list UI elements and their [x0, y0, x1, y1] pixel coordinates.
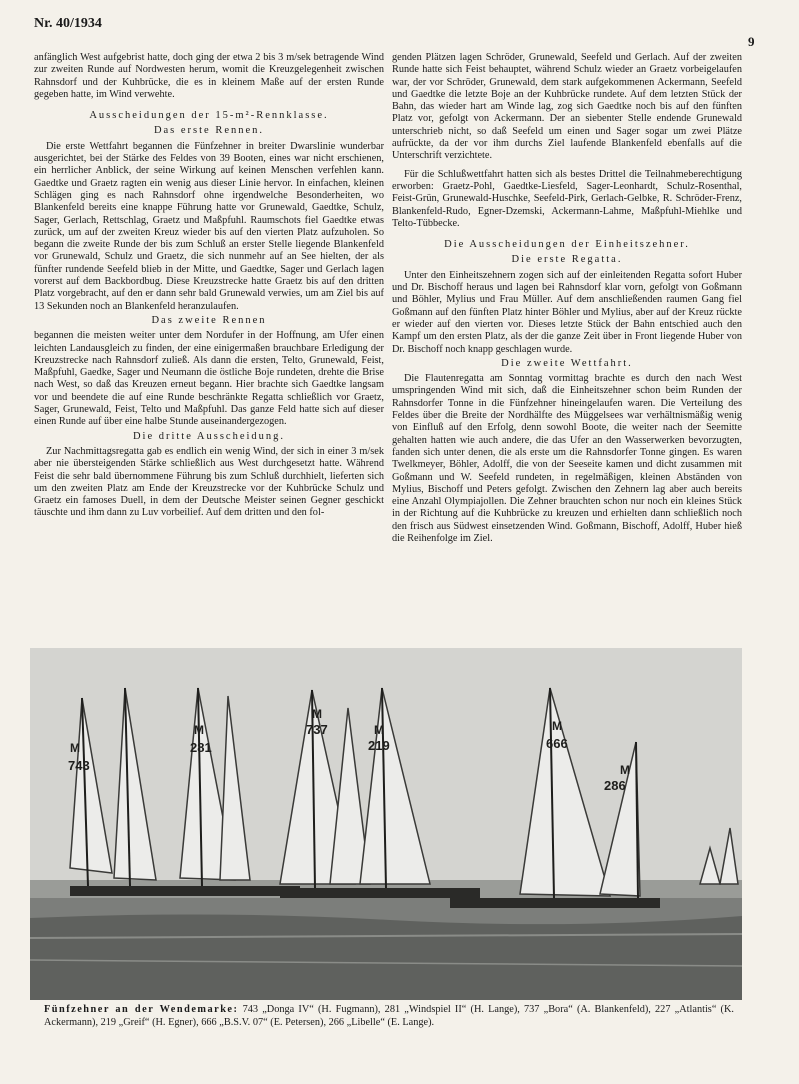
- right-column: [392, 52, 742, 545]
- caption-text: 743 „Donga IV“ (H. Fugmann), 281 „Windspiel II“ (H. Lange), 737 „Bora“ (A. Blankenfeld), 227 „Atlantis“ (K. Ackermann), 219 „Greif“ (H. Egner), 666 „B.S.V. 07“ (E. Petersen), 266 „Libelle“ (E. Lange).: [44, 1004, 734, 1028]
- section-heading-15qm: Ausscheidungen der 15-m²-Rennklasse.: [89, 110, 329, 122]
- regatta1-paragraph: Unter den Einheitszehnern zogen sich auf der einleitenden Regatta sofort Huber und Dr. Bischoff heraus und lagen bei Rahnsdorf klar vorn, gefolgt von Goßmann und Böhler, Mylius und Frau Müller. Auf dem anschließenden raumen Gang fiel Goßmann auf den fünften Platz hinter Böhler und Mylius, aber auf der Kreuz rückte er wieder auf den vierten vor. Dieses letzte Stück der Bahn entschied auch den Kampf um den ersten Platz, als der die ganze Zeit über in Front liegende Huber von Dr. Bischoff noch knapp geschlagen wurde.: [392, 269, 742, 355]
- final-qualifiers-paragraph: Für die Schlußwettfahrt hatten sich als bestes Drittel die Teilnahmeberechtigung erworben: Graetz-Pohl, Gaedtke-Liesfeld, Sager-Leonhardt, Schulz-Rosenthal, Feist-Grün, Grunewald-Huschke, Seefeld-Pirk, Gerlach-Gelbke, R. Schröder-Frenz, Blankenfeld-Rudo, Egner-Dzemski, Ackermann-Lahme, Maßpfuhl-Miehlke und Telto-Tübbecke.: [392, 168, 742, 229]
- sail-letter-666: M: [552, 719, 562, 733]
- race3-heading: Die dritte Ausscheidung.: [132, 430, 286, 442]
- intro-paragraph: anfänglich West aufgebrist hatte, doch ging der etwa 2 bis 3 m/sek betragende Wind zur zweiten Runde auf Nordwesten herum, womit die Kreuzgelegenheit zwischen Rahnsdorf und der Kuhbrücke, die es in kleinem Maße auf der ersten Runde gegeben hatte, im Wind verwehte.: [34, 52, 384, 100]
- race3-paragraph: Zur Nachmittagsregatta gab es endlich ein wenig Wind, der sich in einer 3 m/sek aber nie übersteigenden Stärke schließlich aus West durchgesetzt hatte. Während Feist die sehr bald übernommene Führung bis zum Schluß durchhielt, lieferten sich um den zweiten Platz am Ende der Kreuzstrecke vor der Kuhbrücke Schulz und Graetz ein famoses Duell, in dem der Deutsche Meister seinen Gegner geschickt täuschte und ihm dann zu Luv vorbeilief. Auf dem dritten und den fol-: [34, 445, 384, 519]
- regatta2-paragraph: Die Flautenregatta am Sonntag vormittag brachte es durch den nach West umspringenden Wind mit sich, daß die Einheitszehner schon beim Runden der Rahnsdorfer Tonne in die Fünfzehner hineingelaufen waren. Die Verteilung des Feldes über die Breite der Nordhälfte des Müggelsees war verhältnismäßig wenig von Einfluß auf den Erfolg, denn sowohl Boote, die weiter nach der Seemitte gehalten hatten wie auch andere, die das Ufer an den Wasserwerken bevorzugten, fanden sich unter denen, die als erste um die Rahnsdorfer Tonne gingen. Es waren Twelkmeyer, Böhler, Adolff, die von der Seeseite kamen und dicht zusammen mit Goßmann und W. Seefeld rundeten, in regelmäßigen, kleinen Abständen von Mylius, Bischoff und Peters gefolgt. Zwischen den Zehnern lag aber auch bereits eine Anzahl Olympiajollen. Die Zehner brauchten schon nur noch ein kleines Stück in der Richtung auf die Kuhbrücke zu kreuzen und erhielten dann schließlich noch den frisch aus Südwest einsetzenden Wind. Goßmann, Bischoff, Adolff, Huber hieß die Reihenfolge im Ziel.: [392, 373, 742, 544]
- sail-letter-743: M: [70, 741, 80, 755]
- race2-paragraph: begannen die meisten weiter unter dem Nordufer in der Hoffnung, am Ufer einen leichten Landausgleich zu finden, der eine einigermaßen brauchbare Erledigung der Kreuzstrecke nach Rahnsdorf zuließ. Als dann die ersten, Telto, Grunewald, Feist, Maßpfuhl, Gaedke, Sager und Neumann die östliche Boje rundeten, drehte die Brise nach West, so daß das Kreuzen erneut begann. Hier brachte sich Gaedtke langsam vor und beendete die auf eine Runde beschränkte Regatta schließlich vor Graetz, Sager, Grunewald, Feist, Telto und Maßpfuhl. Das ganze Feld hatte sich auf dieser einen Runde auf über eine halbe Stunde auseinandergezogen.: [34, 330, 384, 428]
- race1-paragraph: Die erste Wettfahrt begannen die Fünfzehner in breiter Dwarslinie wunderbar ausgerichtet, bei der Stärke des Feldes von 39 Booten, eines war nicht erschienen, ein herrlicher Anblick, der seine Wirkung auf keinen Menschen verfehlen kann. Gaedtke und Graetz ragten ein wenig aus dieser Linie hervor. In einfachen, kleinen Schlägen ging es nach Rahnsdorf ohne irgendwelche Besonderheiten, wo Blankenfeld bereits eine knappe Führung hatte vor Grunewald, Gaedtke, Schulz, Sager, Gerlach, Rettschlag, Graetz und Maßpfuhl. Raumschots fiel Gaedtke etwas zurück, um auf der zweiten Kreuz wieder bis auf den vierten Platz aufzuholen. So begann die zweite Runde der bis zum Schluß an erster Stelle liegende Blankenfeld vor Grunewald, Schulz und Graetz, die sich nunmehr auf an See hielten, der als fünfter rundende Seefeld blieb in der Mitte, und Gaedtke, Sager und Gerlach lagen vorerst auf dem Backbordbug. Diese Kreuzstrecke hatte Graetz bis auf den dritten Platz vorgebracht, auf den er dann sehr bald Grunewald verwies, um am Ziel bis auf 13 Sekunden noch an Blankenfeld heranzulaufen.: [34, 140, 384, 312]
- sail-letter-219: M: [374, 723, 384, 737]
- left-column: [34, 52, 384, 520]
- sail-number-737: 737: [306, 722, 328, 737]
- caption-lead: Fünfzehner an der Wendemarke:: [44, 1004, 239, 1015]
- sailboats-illustration: [30, 648, 742, 1000]
- sail-number-219: 219: [368, 738, 390, 753]
- sail-number-281: 281: [190, 740, 212, 755]
- section-heading-einheitszehner: Die Ausscheidungen der Einheitszehner.: [444, 239, 690, 251]
- sailing-photo: [30, 648, 742, 1000]
- photo-caption: [44, 1004, 734, 1029]
- sail-letter-281: M: [194, 723, 204, 737]
- issue-number: Nr. 40/1934: [34, 16, 102, 31]
- regatta2-heading: Die zweite Wettfahrt.: [501, 357, 633, 369]
- sail-number-666: 666: [546, 736, 568, 751]
- continuation-paragraph: genden Plätzen lagen Schröder, Grunewald, Seefeld und Gerlach. Auf der zweiten Runde hatte sich Feist behauptet, während Schulz wieder an Graetz vorbeigelaufen war, der vor Schröder, Grunewald, dem stark aufgekommenen Ackermann, Seefeld und Gaedtke die letzte Boje an der Kuhbrücke rundete. Auf dem letzten Stück der Bahn, das wieder hart am Winde lag, zog sich Gaedtke noch bis auf den fünften Platz vor, gefolgt von Ackermann. Der an siebenter Stelle endende Grunewald unterschrieb nicht, so daß Seefeld um einen und Sager sogar um zwei Plätze aufrückte, da der vor ihm durchs Ziel laufende Blankenfeld ebenfalls auf die Unterschrift verzichtete.: [392, 52, 742, 162]
- sail-number-286: 286: [604, 778, 626, 793]
- race2-heading: Das zweite Rennen: [151, 314, 267, 326]
- regatta1-heading: Die erste Regatta.: [511, 254, 623, 266]
- sail-letter-286: M: [620, 763, 630, 777]
- sail-letter-737: M: [312, 707, 322, 721]
- sail-number-743: 743: [68, 758, 90, 773]
- page-number: 9: [748, 34, 755, 49]
- race1-heading: Das erste Rennen.: [153, 125, 265, 137]
